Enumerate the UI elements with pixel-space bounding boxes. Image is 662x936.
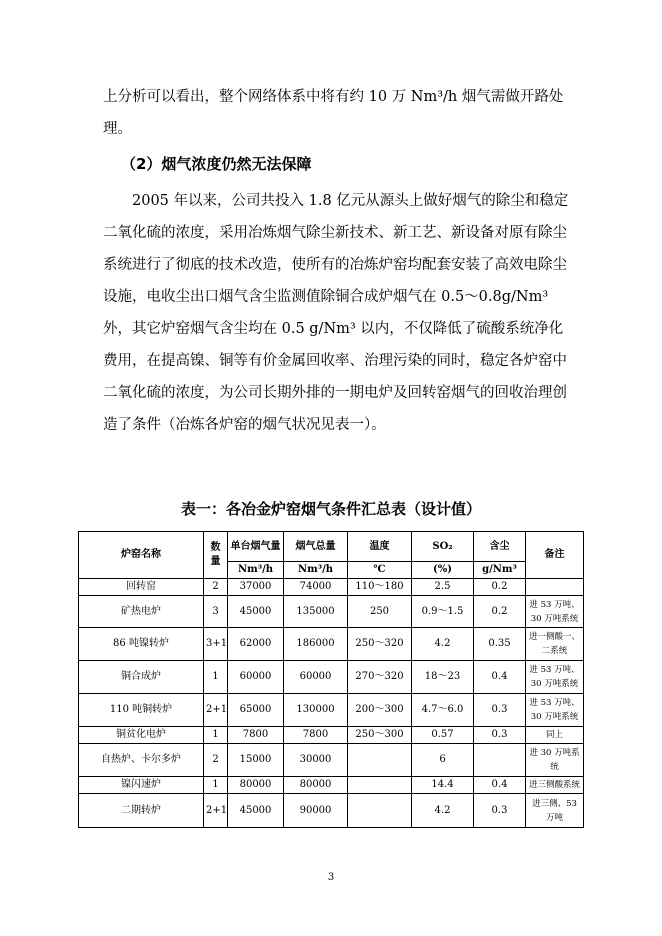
cell-temp xyxy=(348,777,412,794)
cell-note: 进 53 万吨、30 万吨系统 xyxy=(526,694,584,727)
cell-total-gas: 90000 xyxy=(284,794,348,828)
cell-so2: 4.7～6.0 xyxy=(412,694,474,727)
unit-so2: (%) xyxy=(412,562,474,579)
cell-count: 2+1 xyxy=(204,694,228,727)
cell-temp xyxy=(348,794,412,828)
section-heading: （2）烟气浓度仍然无法保障 xyxy=(121,155,312,173)
table-row xyxy=(79,777,584,794)
cell-temp xyxy=(348,744,412,777)
cell-so2: 4.2 xyxy=(412,794,474,828)
cell-name: 铜合成炉 xyxy=(79,661,204,694)
header-name: 炉窑名称 xyxy=(79,532,204,579)
table-row xyxy=(79,596,584,628)
cell-note xyxy=(526,579,584,596)
cell-so2: 6 xyxy=(412,744,474,777)
cell-count: 2+1 xyxy=(204,794,228,828)
header-row xyxy=(79,532,584,562)
cell-count: 1 xyxy=(204,777,228,794)
cell-count: 2 xyxy=(204,579,228,596)
paragraph-2: 2005 年以来，公司共投入 1.8 亿元从源头上做好烟气的除尘和稳定二氧化硫的浓度，采用冶炼烟气除尘新技术、新工艺、新设备对原有除尘系统进行了彻底的技术改造，使所有的冶炼炉窑均配套安装了高效电除尘设施，电收尘出口烟气含尘监测值除铜合成炉烟气在 0.5～0.8g/Nm³ 外，其它炉窑烟气含尘均在 0.5 g/Nm³ 以内，不仅降低了硫酸系统净化费用，在提高镍、铜等有价金属回收率、治理污染的同时，稳定各炉窑中二氧化硫的浓度，为公司长期外排的一期电炉及回转窑烟气的回收治理创造了条件（冶炼各炉窑的烟气状况见表一）。 xyxy=(103,193,569,433)
cell-dust: 0.3 xyxy=(474,694,526,727)
cell-name: 回转窑 xyxy=(79,579,204,596)
cell-so2: 0.9～1.5 xyxy=(412,596,474,628)
cell-name: 自热炉、卡尔多炉 xyxy=(79,744,204,777)
cell-temp: 250 xyxy=(348,596,412,628)
cell-note: 进 53 万吨、30 万吨系统 xyxy=(526,596,584,628)
cell-temp: 110～180 xyxy=(348,579,412,596)
cell-total-gas: 135000 xyxy=(284,596,348,628)
unit-total-gas: Nm³/h xyxy=(284,562,348,579)
cell-so2: 2.5 xyxy=(412,579,474,596)
header-temp: 温度 xyxy=(348,532,412,562)
cell-unit-gas: 65000 xyxy=(228,694,284,727)
cell-so2: 18～23 xyxy=(412,661,474,694)
table-row xyxy=(79,579,584,596)
cell-total-gas: 7800 xyxy=(284,727,348,744)
furnace-gas-table xyxy=(78,531,584,828)
cell-temp: 250～320 xyxy=(348,628,412,661)
cell-note: 同上 xyxy=(526,727,584,744)
header-so2: SO₂ xyxy=(412,532,474,562)
cell-dust: 0.2 xyxy=(474,579,526,596)
cell-note: 进 30 万吨系统 xyxy=(526,744,584,777)
unit-temp: ℃ xyxy=(348,562,412,579)
cell-unit-gas: 60000 xyxy=(228,661,284,694)
table-body xyxy=(79,579,584,828)
cell-dust: 0.4 xyxy=(474,777,526,794)
cell-count: 2 xyxy=(204,744,228,777)
table-row xyxy=(79,794,584,828)
cell-unit-gas: 62000 xyxy=(228,628,284,661)
cell-name: 镍闪速炉 xyxy=(79,777,204,794)
cell-count: 1 xyxy=(204,661,228,694)
cell-note: 进一侧酸一、二系统 xyxy=(526,628,584,661)
cell-temp: 270～320 xyxy=(348,661,412,694)
cell-name: 矿热电炉 xyxy=(79,596,204,628)
header-count: 数量 xyxy=(204,532,228,579)
cell-name: 110 吨铜转炉 xyxy=(79,694,204,727)
table-row xyxy=(79,661,584,694)
cell-total-gas: 80000 xyxy=(284,777,348,794)
cell-unit-gas: 7800 xyxy=(228,727,284,744)
header-note: 备注 xyxy=(526,532,584,579)
table-row xyxy=(79,744,584,777)
table-row xyxy=(79,694,584,727)
cell-so2: 0.57 xyxy=(412,727,474,744)
cell-note: 进三侧酸系统 xyxy=(526,777,584,794)
cell-note: 进三侧、53 万吨 xyxy=(526,794,584,828)
table-caption: 表一：各冶金炉窑烟气条件汇总表（设计值） xyxy=(180,500,481,518)
cell-dust: 0.4 xyxy=(474,661,526,694)
cell-total-gas: 130000 xyxy=(284,694,348,727)
cell-dust: 0.3 xyxy=(474,727,526,744)
cell-name: 86 吨镍转炉 xyxy=(79,628,204,661)
cell-so2: 14.4 xyxy=(412,777,474,794)
cell-dust: 0.2 xyxy=(474,596,526,628)
cell-total-gas: 60000 xyxy=(284,661,348,694)
unit-unit-gas: Nm³/h xyxy=(228,562,284,579)
cell-total-gas: 186000 xyxy=(284,628,348,661)
cell-name: 二期转炉 xyxy=(79,794,204,828)
cell-so2: 4.2 xyxy=(412,628,474,661)
cell-unit-gas: 37000 xyxy=(228,579,284,596)
cell-count: 1 xyxy=(204,727,228,744)
cell-unit-gas: 45000 xyxy=(228,596,284,628)
cell-temp: 250～300 xyxy=(348,727,412,744)
cell-total-gas: 74000 xyxy=(284,579,348,596)
cell-note: 进 53 万吨、30 万吨系统 xyxy=(526,661,584,694)
table-row xyxy=(79,727,584,744)
cell-dust xyxy=(474,744,526,777)
cell-dust: 0.3 xyxy=(474,794,526,828)
page-number: 3 xyxy=(327,872,335,883)
cell-unit-gas: 45000 xyxy=(228,794,284,828)
cell-temp: 200～300 xyxy=(348,694,412,727)
unit-dust: g/Nm³ xyxy=(474,562,526,579)
cell-total-gas: 30000 xyxy=(284,744,348,777)
paragraph-1: 上分析可以看出，整个网络体系中将有约 10 万 Nm³/h 烟气需做开路处理。 xyxy=(103,89,564,137)
header-unit-gas: 单台烟气量 xyxy=(228,532,284,562)
cell-unit-gas: 15000 xyxy=(228,744,284,777)
header-total-gas: 烟气总量 xyxy=(284,532,348,562)
header-dust: 含尘 xyxy=(474,532,526,562)
cell-count: 3+1 xyxy=(204,628,228,661)
cell-name: 铜贫化电炉 xyxy=(79,727,204,744)
cell-dust: 0.35 xyxy=(474,628,526,661)
cell-count: 3 xyxy=(204,596,228,628)
cell-unit-gas: 80000 xyxy=(228,777,284,794)
table-row xyxy=(79,628,584,661)
